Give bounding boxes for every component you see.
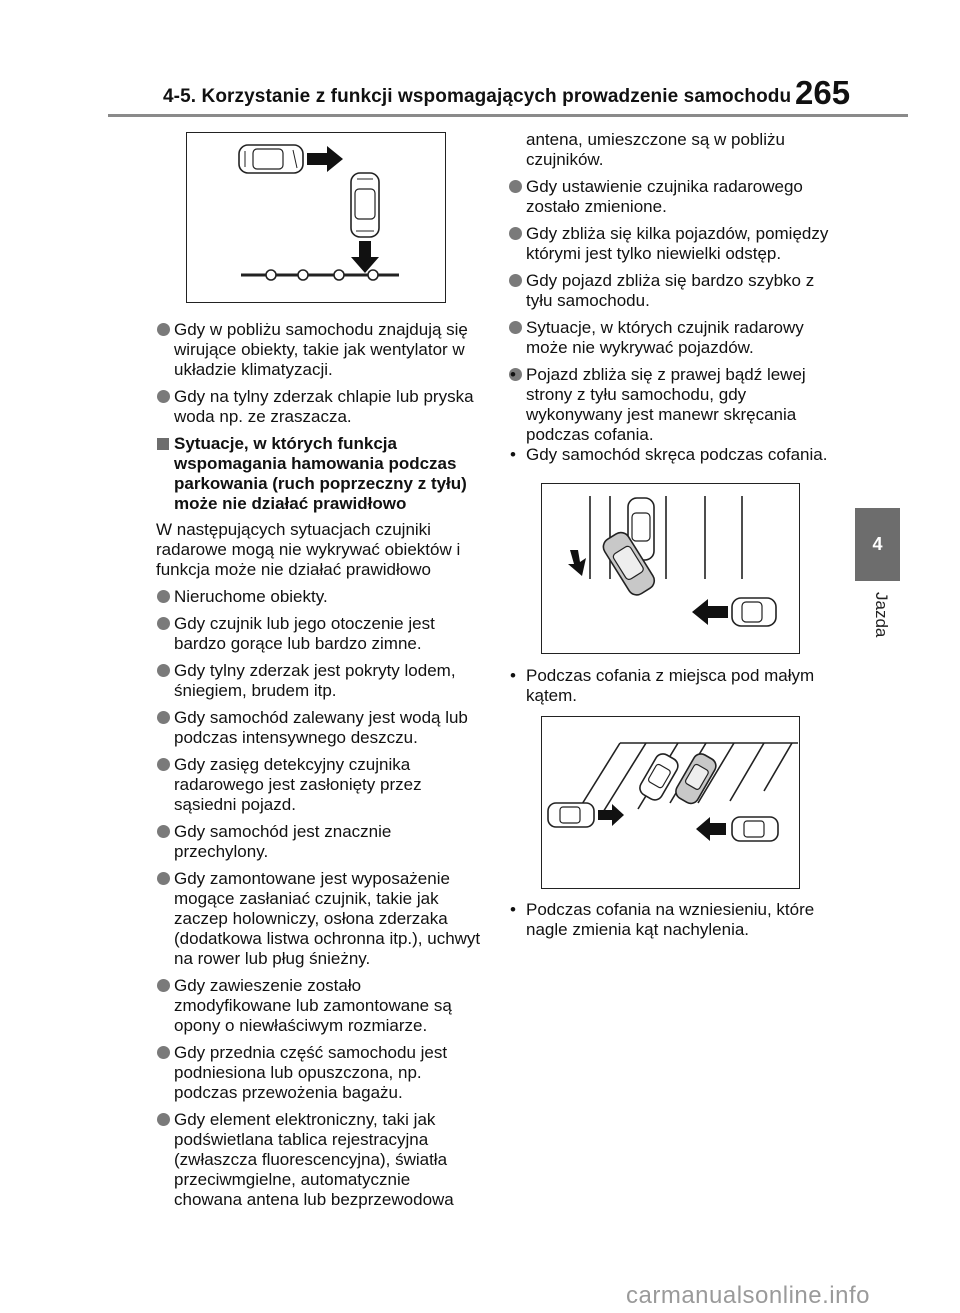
- bullet-dot-icon: [157, 872, 170, 885]
- figure-3-illustration: [542, 717, 799, 888]
- dash-marker: •: [510, 900, 516, 919]
- list-item: Gdy zawieszenie zostało zmodyfikowane lub zamontowane są opony o niewłaściwym rozmiarze.: [156, 976, 481, 1036]
- list-item: Gdy zamontowane jest wyposażenie mogące zasłaniać czujnik, takie jak zaczep holowniczy, osłona zderzaka (dodatkowa listwa ochronna itp.), uchwyt na rower lub pług śnieżny.: [156, 869, 481, 969]
- list-item: Gdy element elektroniczny, taki jak podświetlana tablica rejestracyjna (zwłaszcza fluorescencyjna), światła przeciwmgielne, automatycznie chowana antena lub bezprzewodowa: [156, 1110, 481, 1210]
- bullet-dot-icon: [157, 590, 170, 603]
- sensor-icon: [266, 270, 276, 280]
- dash-marker: •: [510, 445, 516, 464]
- dash-marker: •: [510, 365, 516, 384]
- list-item: Nieruchome obiekty.: [156, 587, 481, 607]
- car-from-left-icon: [548, 803, 594, 827]
- bullet-dot-icon: [157, 1046, 170, 1059]
- figure-2-illustration: [542, 484, 799, 653]
- arrow-right-icon: [598, 804, 624, 826]
- sub-list-item: • Podczas cofania na wzniesieniu, które nagle zmienia kąt nachylenia.: [510, 900, 815, 939]
- section-heading: Sytuacje, w których funkcja wspomagania hamowania podczas parkowania (ruch poprzeczny z tyłu) może nie działać prawidłowo: [156, 434, 481, 514]
- sensor-icon: [334, 270, 344, 280]
- arrow-left-icon: [696, 817, 726, 841]
- arrow-down-icon: [351, 241, 379, 273]
- square-marker-icon: [157, 438, 169, 450]
- left-column: [156, 320, 481, 1217]
- bullet-dot-icon: [157, 711, 170, 724]
- chapter-label: Jazda: [872, 592, 891, 638]
- header-rule: [108, 114, 908, 117]
- figure-crossing-traffic: [186, 132, 446, 303]
- sensor-icon: [368, 270, 378, 280]
- sub-list-item: • Pojazd zbliża się z prawej bądź lewej strony z tyłu samochodu, gdy wykonywany jest manewr skręcania podczas cofania.: [510, 365, 806, 444]
- bullet-dot-icon: [157, 979, 170, 992]
- list-item: Gdy czujnik lub jego otoczenie jest bardzo gorące lub bardzo zimne.: [156, 614, 481, 654]
- figure-turning-reverse: [541, 483, 800, 654]
- fig3-caption-block: [508, 900, 838, 940]
- list-item: Gdy samochód zalewany jest wodą lub podczas intensywnego deszczu.: [156, 708, 481, 748]
- bullet-dot-icon: [157, 617, 170, 630]
- figure-1-illustration: [187, 133, 445, 302]
- figure-angled-parking: [541, 716, 800, 889]
- bullet-dot-icon: [509, 180, 522, 193]
- list-item: Gdy przednia część samochodu jest podniesiona lub opuszczona, np. podczas przewożenia bagażu.: [156, 1043, 481, 1103]
- car-from-right-icon: [732, 817, 778, 841]
- arrow-right-icon: [307, 146, 343, 172]
- car-horizontal-icon: [239, 145, 303, 173]
- list-item: Gdy samochód jest znacznie przechylony.: [156, 822, 481, 862]
- dash-marker: •: [510, 666, 516, 685]
- bullet-dot-icon: [157, 390, 170, 403]
- continuation-text: antena, umieszczone są w pobliżu czujników.: [526, 130, 785, 169]
- right-column: [508, 130, 838, 465]
- car-approaching-icon: [732, 598, 776, 626]
- list-item: Gdy tylny zderzak jest pokryty lodem, śniegiem, brudem itp.: [156, 661, 481, 701]
- chapter-tab: 4: [855, 508, 900, 581]
- list-item: Gdy pojazd zbliża się bardzo szybko z tyłu samochodu.: [508, 271, 838, 311]
- list-item: Sytuacje, w których czujnik radarowy może nie wykrywać pojazdów.: [508, 318, 838, 358]
- arrow-turn-icon: [568, 550, 586, 576]
- watermark: carmanualsonline.info: [626, 1282, 870, 1309]
- bullet-dot-icon: [509, 321, 522, 334]
- bullet-dot-icon: [157, 758, 170, 771]
- bullet-dot-icon: [157, 323, 170, 336]
- list-item: Gdy zasięg detekcyjny czujnika radarowego jest zasłonięty przez sąsiedni pojazd.: [156, 755, 481, 815]
- running-header: 4-5. Korzystanie z funkcji wspomagających prowadzenie samochodu: [163, 86, 792, 107]
- list-item: Gdy ustawienie czujnika radarowego zostało zmienione.: [508, 177, 838, 217]
- page-number: 265: [795, 74, 851, 111]
- list-item: Gdy zbliża się kilka pojazdów, pomiędzy którymi jest tylko niewielki odstęp.: [508, 224, 838, 264]
- bullet-dot-icon: [509, 274, 522, 287]
- intro-paragraph: W następujących sytuacjach czujniki radarowe mogą nie wykrywać obiektów i funkcja może nie działać prawidłowo: [156, 520, 461, 579]
- bullet-dot-icon: [157, 1113, 170, 1126]
- sub-list-item: • Gdy samochód skręca podczas cofania.: [510, 445, 828, 464]
- list-item: Gdy na tylny zderzak chlapie lub pryska woda np. ze zraszacza.: [156, 387, 481, 427]
- bullet-dot-icon: [157, 664, 170, 677]
- sensor-icon: [298, 270, 308, 280]
- car-vertical-icon: [351, 173, 379, 237]
- sub-list-item: • Podczas cofania z miejsca pod małym kątem.: [510, 666, 815, 705]
- arrow-left-icon: [692, 599, 728, 625]
- bullet-dot-icon: [509, 227, 522, 240]
- bullet-dot-icon: [157, 825, 170, 838]
- list-item: Gdy w pobliżu samochodu znajdują się wirujące obiekty, takie jak wentylator w układzie klimatyzacji.: [156, 320, 481, 380]
- fig2-caption-block: [508, 666, 838, 706]
